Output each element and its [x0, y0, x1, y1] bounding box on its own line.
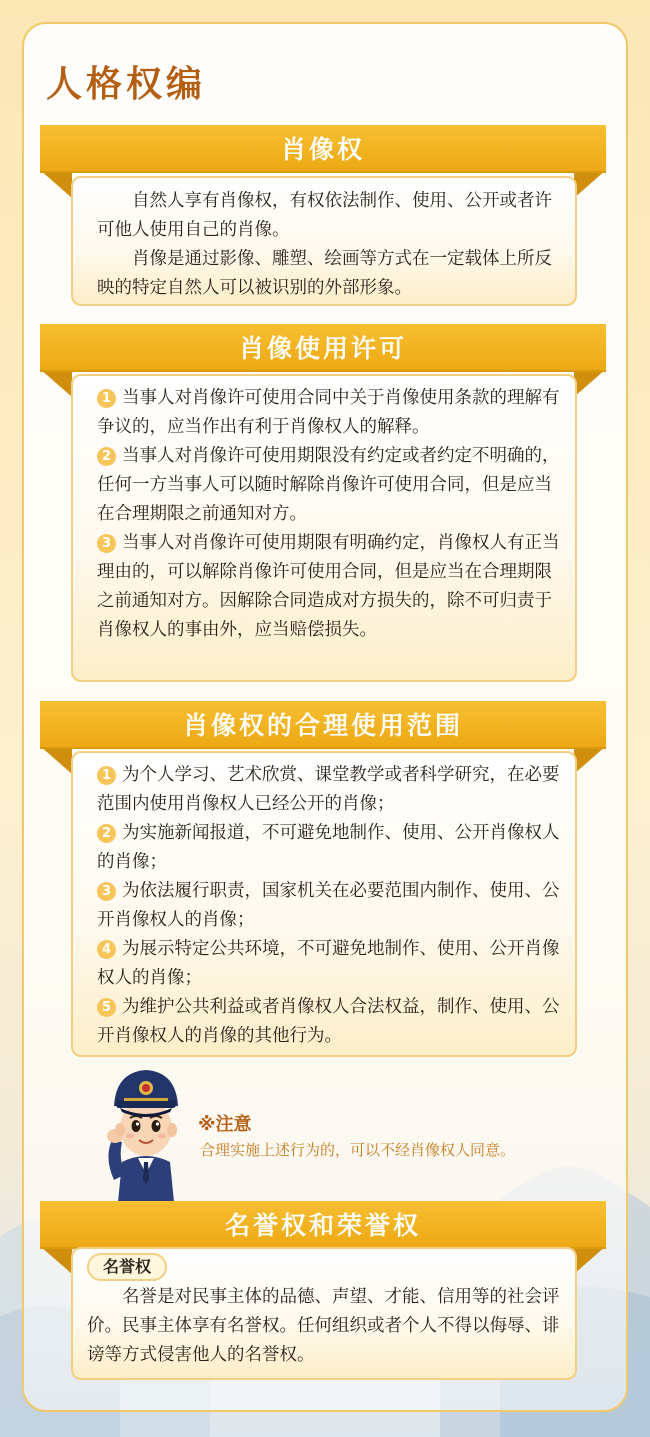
- police-officer-illustration: [96, 1062, 196, 1202]
- notice-text: 合理实施上述行为的，可以不经肖像权人同意。: [200, 1141, 516, 1159]
- item-text: 为维护公共利益或者肖像权人合法权益，制作、使用、公开肖像权人的肖像的其他行为。: [97, 997, 560, 1046]
- page-title: 人格权编: [46, 64, 207, 105]
- list-item: [97, 877, 561, 935]
- section-title: 名誉权和荣誉权: [224, 1211, 421, 1240]
- ribbon-fold-right: [574, 369, 606, 397]
- number-badge: 1: [97, 766, 116, 785]
- ribbon-fold-left: [40, 170, 72, 198]
- list-item: [97, 529, 561, 645]
- item-text: 为展示特定公共环境，不可避免地制作、使用、公开肖像权人的肖像；: [97, 939, 560, 988]
- list-item: [97, 993, 561, 1051]
- portrait-license-box: [71, 374, 577, 682]
- number-badge: 4: [97, 940, 116, 959]
- portrait-right-box: [71, 176, 577, 306]
- number-badge: 3: [97, 882, 116, 901]
- ribbon-fold-right: [574, 746, 606, 774]
- section-title: 肖像使用许可: [238, 334, 407, 363]
- number-badge: 5: [97, 998, 116, 1017]
- section-ribbon-fair-use: [40, 701, 606, 747]
- list-item: [97, 935, 561, 993]
- section-ribbon-reputation: [40, 1201, 606, 1247]
- ribbon-fold-right: [574, 170, 606, 198]
- paragraph: 肖像是通过影像、雕塑、绘画等方式在一定载体上所反映的特定自然人可以被识别的外部形象。: [97, 249, 552, 298]
- number-badge: 2: [97, 824, 116, 843]
- item-text: 当事人对肖像许可使用合同中关于肖像使用条款的理解有争议的，应当作出有利于肖像权人的解释。: [97, 388, 560, 437]
- list-item: [97, 761, 561, 819]
- fair-use-box: [71, 751, 577, 1057]
- reputation-box: [71, 1247, 577, 1380]
- number-badge: 3: [97, 534, 116, 553]
- notice-title: ※注意: [198, 1114, 252, 1135]
- list-item: [97, 819, 561, 877]
- item-text: 为个人学习、艺术欣赏、课堂教学或者科学研究，在必要范围内使用肖像权人已经公开的肖像；: [97, 765, 560, 814]
- item-text: 为依法履行职责，国家机关在必要范围内制作、使用、公开肖像权人的肖像；: [97, 881, 560, 930]
- number-badge: 2: [97, 447, 116, 466]
- list-item: [97, 384, 561, 442]
- ribbon-fold-left: [40, 746, 72, 774]
- section-ribbon-portrait-license: [40, 324, 606, 370]
- paragraph: 名誉是对民事主体的品德、声望、才能、信用等的社会评价。民事主体享有名誉权。任何组织或者个人不得以侮辱、诽谤等方式侵害他人的名誉权。: [87, 1287, 560, 1365]
- section-title: 肖像权的合理使用范围: [182, 711, 463, 740]
- section-title: 肖像权: [280, 135, 365, 164]
- item-text: 为实施新闻报道，不可避免地制作、使用、公开肖像权人的肖像；: [97, 823, 560, 872]
- ribbon-fold-left: [40, 1246, 72, 1274]
- number-badge: 1: [97, 389, 116, 408]
- ribbon-fold-right: [574, 1246, 606, 1274]
- ribbon-fold-left: [40, 369, 72, 397]
- reputation-tag: 名誉权: [87, 1253, 167, 1281]
- list-item: [97, 442, 561, 529]
- item-text: 当事人对肖像许可使用期限有明确约定，肖像权人有正当理由的，可以解除肖像许可使用合同，但是应当在合理期限之前通知对方。因解除合同造成对方损失的，除不可归责于肖像权人的事由外，应当赔偿损失。: [97, 533, 560, 640]
- item-text: 当事人对肖像许可使用期限没有约定或者约定不明确的，任何一方当事人可以随时解除肖像许可使用合同，但是应当在合理期限之前通知对方。: [97, 446, 560, 524]
- section-ribbon-portrait-right: [40, 125, 606, 171]
- paragraph: 自然人享有肖像权，有权依法制作、使用、公开或者许可他人使用自己的肖像。: [97, 191, 552, 240]
